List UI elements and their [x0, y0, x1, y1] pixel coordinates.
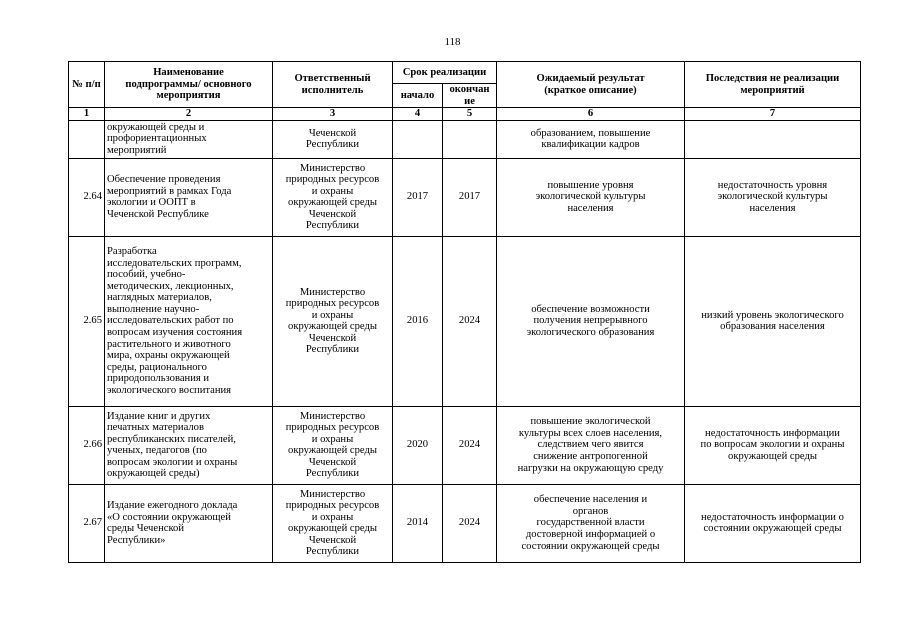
responsible-executor: Министерство природных ресурсов и охраны окружающей среды Чеченской Республики — [273, 406, 393, 484]
row-number — [69, 120, 105, 158]
header-responsible: Ответственный исполнитель — [273, 62, 393, 108]
start-year: 2017 — [393, 158, 443, 236]
header-no: № п/п — [69, 62, 105, 108]
responsible-executor: Министерство природных ресурсов и охраны окружающей среды Чеченской Республики — [273, 236, 393, 406]
column-number: 2 — [105, 108, 273, 121]
header-end: окончан ие — [443, 84, 497, 108]
start-year — [393, 120, 443, 158]
expected-result: образованием, повышение квалификации кадров — [497, 120, 685, 158]
consequences — [685, 120, 861, 158]
column-number: 4 — [393, 108, 443, 121]
column-numbers-row — [69, 108, 861, 121]
header-period: Срок реализации — [393, 62, 497, 84]
expected-result: повышение экологической культуры всех слоев населения, следствием чего явится снижение антропогенной нагрузки на окружающую среду — [497, 406, 685, 484]
start-year: 2014 — [393, 484, 443, 562]
responsible-executor: Чеченской Республики — [273, 120, 393, 158]
measure-name: Издание книг и других печатных материалов республиканских писателей, ученых, педагогов (по вопросам экологии и охраны окружающей среды) — [105, 406, 273, 484]
start-year: 2020 — [393, 406, 443, 484]
consequences: недостаточность информации о состоянии окружающей среды — [685, 484, 861, 562]
row-number: 2.64 — [69, 158, 105, 236]
column-number: 5 — [443, 108, 497, 121]
measure-name: окружающей среды и профориентационных мероприятий — [105, 120, 273, 158]
page-number: 118 — [444, 36, 461, 48]
end-year: 2024 — [443, 236, 497, 406]
expected-result: обеспечение возможности получения непрерывного экологического образования — [497, 236, 685, 406]
row-number: 2.66 — [69, 406, 105, 484]
row-number: 2.65 — [69, 236, 105, 406]
table-row — [69, 236, 861, 406]
column-number: 3 — [273, 108, 393, 121]
table-row — [69, 406, 861, 484]
column-number: 7 — [685, 108, 861, 121]
header-start: начало — [393, 84, 443, 108]
consequences: недостаточность информации по вопросам экологии и охраны окружающей среды — [685, 406, 861, 484]
end-year: 2024 — [443, 484, 497, 562]
column-number: 1 — [69, 108, 105, 121]
responsible-executor: Министерство природных ресурсов и охраны окружающей среды Чеченской Республики — [273, 484, 393, 562]
table-row — [69, 484, 861, 562]
measure-name: Обеспечение проведения мероприятий в рамках Года экологии и ООПТ в Чеченской Республике — [105, 158, 273, 236]
row-number: 2.67 — [69, 484, 105, 562]
expected-result: обеспечение населения и органов государственной власти достоверной информацией о состоянии окружающей среды — [497, 484, 685, 562]
expected-result: повышение уровня экологической культуры населения — [497, 158, 685, 236]
consequences: низкий уровень экологического образования населения — [685, 236, 861, 406]
measure-name: Издание ежегодного доклада «О состоянии окружающей среды Чеченской Республики» — [105, 484, 273, 562]
start-year: 2016 — [393, 236, 443, 406]
measure-name: Разработка исследовательских программ, пособий, учебно- методических, лекционных, наглядных материалов, выполнение научно- исследовательских работ по вопросам изучения состояния растительного и животного мира, охраны окружающей среды, рационального природопользования и экологического воспитания — [105, 236, 273, 406]
header-name: Наименование подпрограммы/ основного мероприятия — [105, 62, 273, 108]
table-row — [69, 158, 861, 236]
end-year — [443, 120, 497, 158]
column-number: 6 — [497, 108, 685, 121]
header-consequences: Последствия не реализации мероприятий — [685, 62, 861, 108]
header-result: Ожидаемый результат (краткое описание) — [497, 62, 685, 108]
table-row — [69, 120, 861, 158]
end-year: 2024 — [443, 406, 497, 484]
measures-table — [68, 61, 861, 563]
end-year: 2017 — [443, 158, 497, 236]
consequences: недостаточность уровня экологической культуры населения — [685, 158, 861, 236]
responsible-executor: Министерство природных ресурсов и охраны окружающей среды Чеченской Республики — [273, 158, 393, 236]
